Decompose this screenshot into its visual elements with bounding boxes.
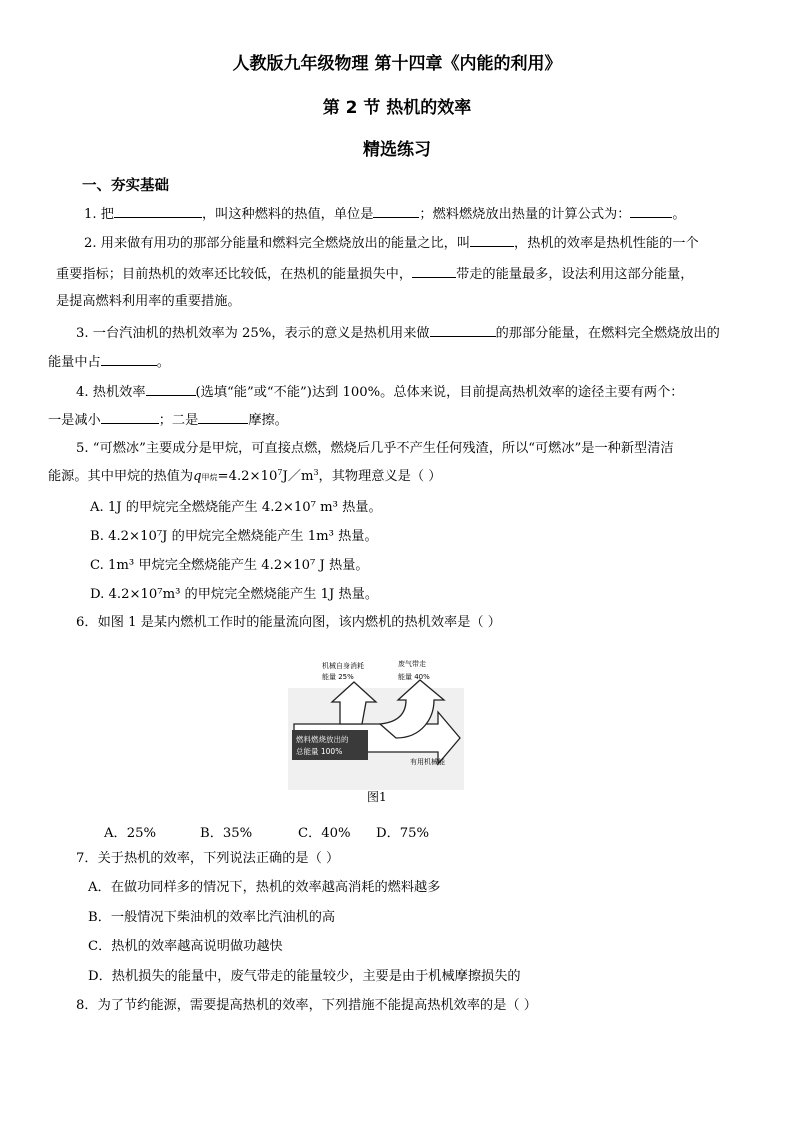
q7-option-a[interactable]: A．在做功同样多的情况下，热机的效率越高消耗的燃料越多 [88, 880, 441, 895]
q4-text-a: 4. 热机效率 [76, 385, 146, 400]
q1-blank-3[interactable] [630, 204, 672, 218]
q2-text-b: ，热机的效率是热机性能的一个 [514, 236, 699, 251]
energy-flow-figure [288, 652, 464, 790]
question-2-line-3 [56, 293, 241, 311]
q1-blank-2[interactable] [373, 204, 419, 218]
q5-option-b[interactable]: B. 4.2×10⁷J 的甲烷完全燃烧能产生 1m³ 热量。 [90, 529, 378, 544]
mechanical-loss-label: 机械自身消耗 [322, 662, 364, 670]
total-energy-label-2: 总能量 100% [296, 747, 343, 756]
q4-text-c: 一是减小 [48, 413, 101, 428]
q5-text-e: ，其物理意义是（ ） [318, 469, 442, 484]
q1-text-a: 1. 把 [84, 207, 114, 222]
q1-text-b: ，叫这种燃料的热值，单位是 [201, 207, 374, 222]
q6-option-b[interactable]: B．35% [200, 826, 253, 841]
q5-text-a: 5. “可燃冰”主要成分是甲烷，可直接点燃，燃烧后几乎不产生任何残渣，所以“可燃冰”是一种新型清洁 [76, 441, 674, 456]
question-6-stem: 6．如图 1 是某内燃机工作时的能量流向图，该内燃机的热机效率是（ ） [76, 615, 501, 630]
q2-blank-2[interactable] [412, 264, 456, 278]
q6-option-a[interactable]: A．25% [104, 826, 157, 841]
q4-text-d: ；二是 [158, 413, 199, 428]
q5-text-b: 能源。其中甲烷的热值为 [48, 469, 194, 484]
question-3-line-2 [48, 352, 170, 372]
q2-text-d: 带走的能量最多，设法利用这部分能量， [456, 267, 694, 282]
q1-text-c: ；燃料燃烧放出热量的计算公式为： [419, 207, 631, 222]
q3-text-d: 。 [156, 355, 170, 370]
question-1 [84, 204, 686, 224]
q7-option-c[interactable]: C．热机的效率越高说明做功越快 [88, 939, 283, 954]
q7-option-d[interactable]: D．热机损失的能量中，废气带走的能量较少，主要是由于机械摩擦损失的 [88, 969, 521, 984]
question-2-line-1 [84, 233, 699, 253]
q5-heat-subscript: 甲烷 [201, 473, 218, 482]
q2-text-e: 是提高燃料利用率的重要措施。 [56, 294, 241, 309]
q1-blank-1[interactable] [114, 204, 202, 218]
q6-option-d[interactable]: D．75% [376, 826, 430, 841]
exhaust-loss-label-2: 能量 40% [398, 673, 430, 681]
exhaust-loss-label: 废气带走 [398, 660, 426, 668]
q4-blank-1[interactable] [146, 382, 196, 396]
part-heading: 一、夯实基础 [82, 178, 169, 194]
question-5-line-1 [76, 440, 674, 458]
figure-caption: 图1 [367, 790, 387, 804]
q3-text-a: 3. 一台汽油机的热机效率为 25%，表示的意义是热机用来做 [76, 326, 430, 341]
q3-text-c: 能量中占 [48, 355, 101, 370]
q5-exponent-2: 3 [313, 468, 319, 477]
mechanical-loss-label-2: 能量 25% [322, 673, 354, 681]
q5-exponent: 7 [277, 468, 283, 477]
q3-blank-2[interactable] [101, 352, 157, 366]
question-7-stem: 7．关于热机的效率，下列说法正确的是（ ） [76, 851, 340, 866]
q5-option-a[interactable]: A. 1J 的甲烷完全燃烧能产生 4.2×10⁷ m³ 热量。 [90, 500, 382, 515]
q6-option-c[interactable]: C．40% [298, 826, 351, 841]
question-3-line-1 [76, 323, 720, 343]
page-title: 人教版九年级物理 第十四章《内能的利用》 [232, 54, 562, 74]
subtitle: 精选练习 [363, 140, 431, 160]
q4-text-b: (选填“能”或“不能”)达到 100%。总体来说，目前提高热机效率的途径主要有两个： [195, 385, 684, 400]
question-4-line-2 [48, 410, 288, 430]
q7-option-b[interactable]: B．一般情况下柴油机的效率比汽油机的高 [88, 910, 336, 925]
q4-blank-2[interactable] [101, 410, 159, 424]
useful-energy-label: 有用机械能 [410, 758, 445, 766]
q2-text-a: 2. 用来做有用功的那部分能量和燃料完全燃烧放出的能量之比，叫 [84, 236, 471, 251]
q3-text-b: 的那部分能量，在燃料完全燃烧放出的 [495, 326, 720, 341]
q5-option-d[interactable]: D. 4.2×10⁷m³ 的甲烷完全燃烧能产生 1J 热量。 [90, 587, 379, 602]
q2-blank-1[interactable] [470, 233, 514, 247]
q5-text-d: J／m [282, 469, 314, 484]
question-5-line-2 [48, 468, 441, 487]
q5-text-c: =4.2×10 [217, 469, 278, 484]
section-title: 第 2 节 热机的效率 [322, 98, 472, 118]
q4-blank-3[interactable] [198, 410, 248, 424]
q2-text-c: 重要指标；目前热机的效率还比较低，在热机的能量损失中， [56, 267, 413, 282]
question-4-line-1 [76, 382, 684, 402]
question-8-stem: 8．为了节约能源，需要提高热机的效率，下列措施不能提高热机效率的是（ ） [76, 998, 537, 1013]
total-energy-label: 燃料燃烧放出的 [296, 735, 349, 744]
q3-blank-1[interactable] [430, 323, 496, 337]
q5-heat-symbol: q [193, 469, 202, 484]
question-2-line-2 [56, 264, 693, 284]
q4-text-e: 摩擦。 [248, 413, 288, 428]
q1-text-d: 。 [672, 207, 686, 222]
q5-option-c[interactable]: C. 1m³ 甲烷完全燃烧能产生 4.2×10⁷ J 热量。 [90, 558, 369, 573]
